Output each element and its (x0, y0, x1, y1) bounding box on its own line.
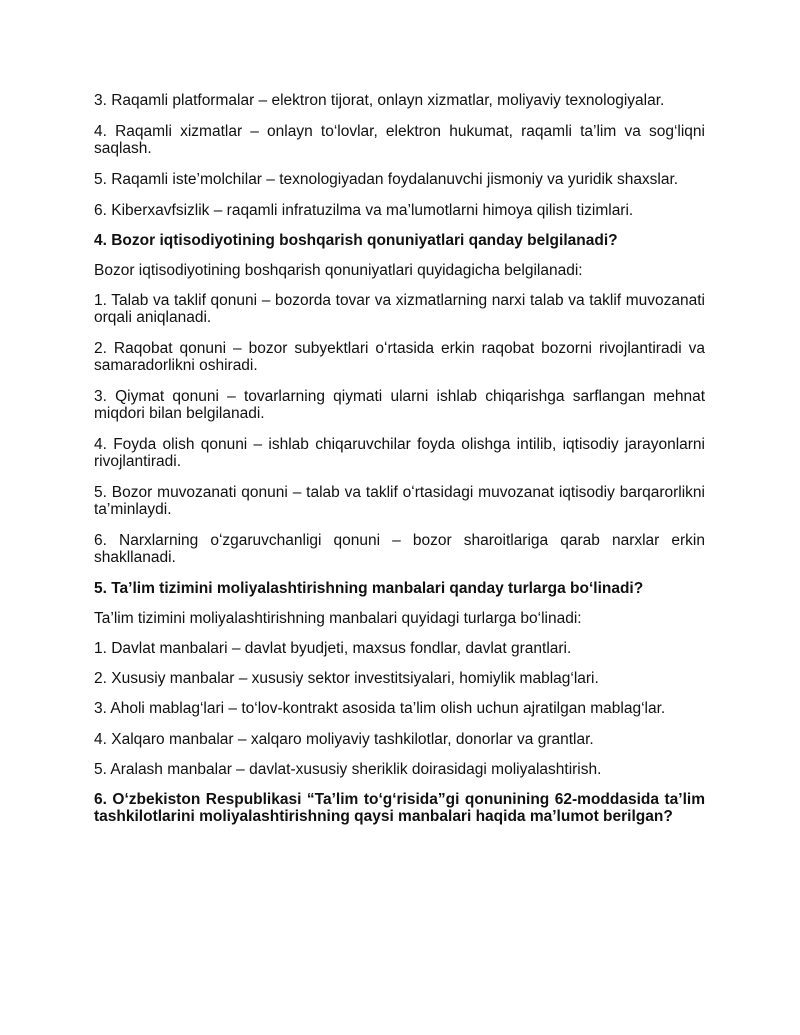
list-item: 1. Talab va taklif qonuni – bozorda tovar va xizmatlarning narxi talab va taklif muvozanati orqali aniqlanadi. (94, 292, 705, 326)
list-item: 4. Xalqaro manbalar – xalqaro moliyaviy tashkilotlar, donorlar va grantlar. (94, 731, 594, 748)
list-item: 5. Raqamli iste’molchilar – texnologiyadan foydalanuvchi jismoniy va yuridik shaxslar. (94, 171, 679, 188)
list-item: 1. Davlat manbalari – davlat byudjeti, maxsus fondlar, davlat grantlari. (94, 640, 572, 657)
question-heading: 5. Ta’lim tizimini moliyalashtirishning manbalari qanday turlarga bo‘linadi? (94, 580, 644, 597)
list-item: 4. Foyda olish qonuni – ishlab chiqaruvchilar foyda olishga intilib, iqtisodiy jarayonlarni rivojlantiradi. (94, 436, 705, 470)
question-6-section (94, 791, 705, 825)
list-item: 3. Raqamli platformalar – elektron tijorat, onlayn xizmatlar, moliyaviy texnologiyalar. (94, 92, 665, 109)
list-item: 2. Xususiy manbalar – xususiy sektor investitsiyalari, homiylik mablag‘lari. (94, 670, 599, 687)
question-4-section (94, 232, 705, 566)
answer-intro: Bozor iqtisodiyotining boshqarish qonuniyatlari quyidagicha belgilanadi: (94, 262, 583, 279)
question-heading: 4. Bozor iqtisodiyotining boshqarish qonuniyatlari qanday belgilanadi? (94, 232, 618, 249)
list-item: 5. Bozor muvozanati qonuni – talab va taklif oʻrtasidagi muvozanat iqtisodiy barqarorlikni ta’minlaydi. (94, 484, 705, 518)
digital-economy-components-list (94, 92, 705, 219)
list-item: 4. Raqamli xizmatlar – onlayn to‘lovlar, elektron hukumat, raqamli ta’lim va sog‘liqni saqlash. (94, 123, 705, 157)
list-item: 2. Raqobat qonuni – bozor subyektlari oʻrtasida erkin raqobat bozorni rivojlantiradi va samaradorlikni oshiradi. (94, 340, 705, 374)
list-item: 3. Aholi mablag‘lari – to‘lov-kontrakt asosida ta’lim olish uchun ajratilgan mablag‘lar. (94, 700, 666, 717)
list-item: 3. Qiymat qonuni – tovarlarning qiymati ularni ishlab chiqarishga sarflangan mehnat miqdori bilan belgilanadi. (94, 388, 705, 422)
document-page (94, 92, 705, 838)
list-item: 5. Aralash manbalar – davlat-xususiy sheriklik doirasidagi moliyalashtirish. (94, 761, 602, 778)
question-5-section (94, 580, 705, 778)
list-item: 6. Narxlarning oʻzgaruvchanligi qonuni – bozor sharoitlariga qarab narxlar erkin shakllanadi. (94, 532, 705, 566)
answer-intro: Ta’lim tizimini moliyalashtirishning manbalari quyidagi turlarga bo‘linadi: (94, 610, 582, 627)
question-heading: 6. O‘zbekiston Respublikasi “Ta’lim to‘g‘risida”gi qonunining 62-moddasida ta’lim tashkilotlarini moliyalashtirishning qaysi manbalari haqida ma’lumot berilgan? (94, 791, 705, 825)
list-item: 6. Kiberxavfsizlik – raqamli infratuzilma va ma’lumotlarni himoya qilish tizimlari. (94, 202, 634, 219)
